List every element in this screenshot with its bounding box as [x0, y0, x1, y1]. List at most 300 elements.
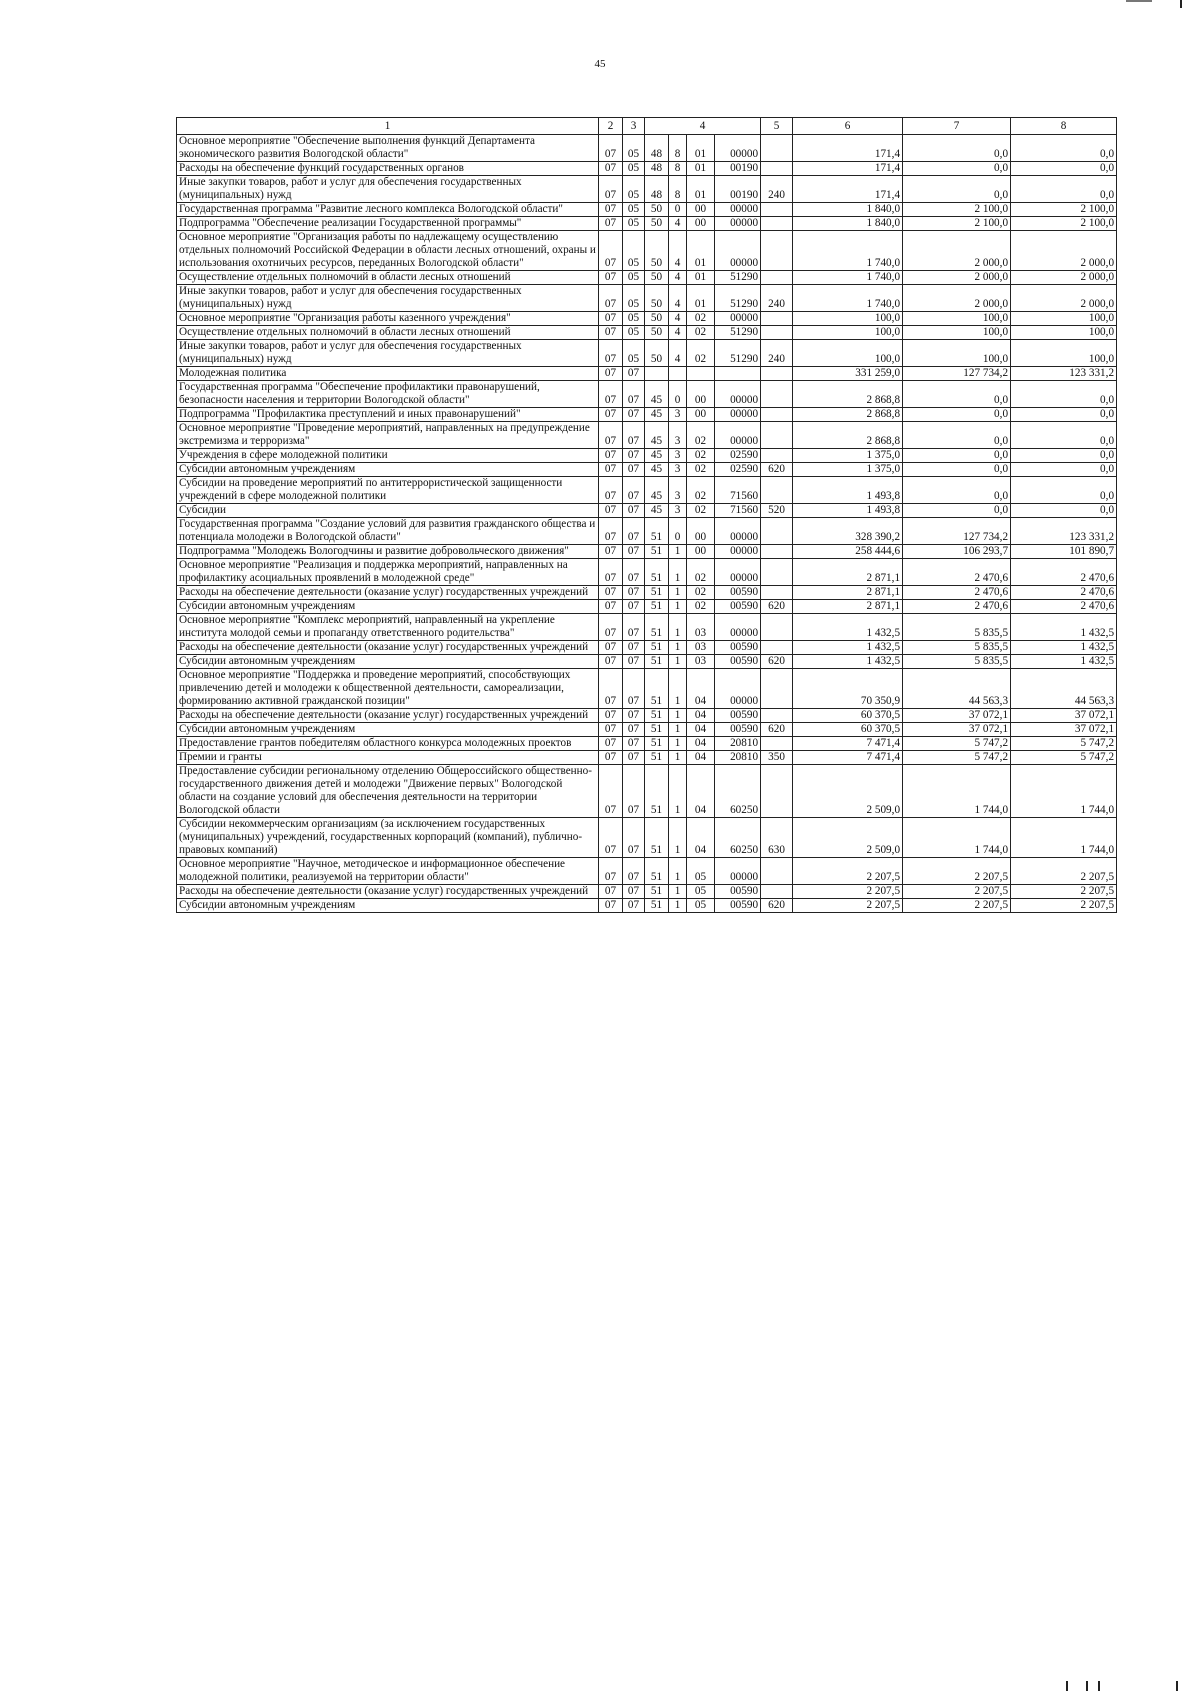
row-name-cell: Субсидии некоммерческим организациям (за исключением государственных (муниципальных) учреждений, государственных корпораций (компаний), публично-правовых компаний): [177, 818, 599, 858]
row-code-3: 07: [623, 655, 645, 669]
row-value-6: 1 840,0: [793, 217, 903, 231]
row-code-2: 07: [599, 312, 623, 326]
row-code-4d: 02590: [715, 463, 761, 477]
row-code-4a: 50: [645, 326, 669, 340]
row-name-cell: Расходы на обеспечение деятельности (оказание услуг) государственных учреждений: [177, 709, 599, 723]
row-code-4d: 00000: [715, 669, 761, 709]
row-name-cell: Учреждения в сфере молодежной политики: [177, 449, 599, 463]
row-value-7: 5 835,5: [903, 641, 1011, 655]
row-value-7: 5 835,5: [903, 614, 1011, 641]
row-code-4d: 00000: [715, 203, 761, 217]
row-code-5: [761, 367, 793, 381]
row-code-3: 07: [623, 367, 645, 381]
row-code-4a: 50: [645, 217, 669, 231]
row-code-5: [761, 518, 793, 545]
header-col-5: 5: [761, 118, 793, 135]
row-value-7: 106 293,7: [903, 545, 1011, 559]
row-name-cell: Субсидии автономным учреждениям: [177, 899, 599, 913]
row-code-5: 620: [761, 723, 793, 737]
row-code-2: 07: [599, 340, 623, 367]
row-code-4d: 51290: [715, 340, 761, 367]
row-value-8: 44 563,3: [1011, 669, 1117, 709]
header-col-3: 3: [623, 118, 645, 135]
row-code-4a: 51: [645, 751, 669, 765]
row-name-cell: Субсидии автономным учреждениям: [177, 600, 599, 614]
row-value-8: 2 000,0: [1011, 271, 1117, 285]
row-value-8: 1 432,5: [1011, 655, 1117, 669]
row-code-4b: 4: [669, 340, 687, 367]
row-value-7: 2 000,0: [903, 285, 1011, 312]
row-code-5: [761, 765, 793, 818]
row-value-7: 5 747,2: [903, 751, 1011, 765]
row-code-4d: 00590: [715, 885, 761, 899]
row-code-4b: 1: [669, 559, 687, 586]
row-code-4b: [669, 367, 687, 381]
row-code-3: 05: [623, 231, 645, 271]
row-code-4c: 04: [687, 709, 715, 723]
row-code-5: [761, 559, 793, 586]
row-code-4d: 00000: [715, 381, 761, 408]
row-code-4a: 51: [645, 885, 669, 899]
row-name-cell: Основное мероприятие "Поддержка и проведение мероприятий, способствующих привлечению детей и молодежи к общественной деятельности, самореализации, формированию активной гражданской позиции": [177, 669, 599, 709]
row-value-8: 37 072,1: [1011, 723, 1117, 737]
row-value-6: 1 432,5: [793, 641, 903, 655]
row-code-4b: 1: [669, 614, 687, 641]
row-code-4c: 00: [687, 408, 715, 422]
table-row: [177, 326, 1117, 340]
row-code-4a: [645, 367, 669, 381]
row-code-5: [761, 217, 793, 231]
table-row: [177, 312, 1117, 326]
row-code-2: 07: [599, 449, 623, 463]
row-code-5: [761, 312, 793, 326]
row-code-4a: 51: [645, 614, 669, 641]
row-code-3: 05: [623, 326, 645, 340]
scan-mark-top-dash: [1126, 0, 1152, 2]
row-code-2: 07: [599, 477, 623, 504]
row-value-8: 0,0: [1011, 449, 1117, 463]
table-row: [177, 504, 1117, 518]
row-code-2: 07: [599, 545, 623, 559]
row-value-8: 100,0: [1011, 340, 1117, 367]
row-code-4c: 02: [687, 504, 715, 518]
row-code-4d: 00590: [715, 709, 761, 723]
row-code-3: 07: [623, 818, 645, 858]
row-code-2: 07: [599, 326, 623, 340]
row-code-4c: 00: [687, 545, 715, 559]
row-value-7: 0,0: [903, 135, 1011, 162]
row-code-4a: 51: [645, 765, 669, 818]
row-code-4c: 04: [687, 765, 715, 818]
row-name-cell: Основное мероприятие "Организация работы по надлежащему осуществлению отдельных полномочий Российской Федерации в области лесных отношений, охраны и использования охотничьих ресурсов, переданных Вологодской области": [177, 231, 599, 271]
row-value-7: 0,0: [903, 408, 1011, 422]
row-code-2: 07: [599, 408, 623, 422]
row-value-6: 328 390,2: [793, 518, 903, 545]
row-value-8: 100,0: [1011, 326, 1117, 340]
row-value-8: 0,0: [1011, 422, 1117, 449]
row-code-3: 07: [623, 559, 645, 586]
row-name-cell: Государственная программа "Развитие лесного комплекса Вологодской области": [177, 203, 599, 217]
row-code-3: 05: [623, 217, 645, 231]
row-code-2: 07: [599, 176, 623, 203]
row-value-6: 1 740,0: [793, 271, 903, 285]
row-value-8: 2 470,6: [1011, 600, 1117, 614]
row-value-8: 2 000,0: [1011, 285, 1117, 312]
row-code-3: 07: [623, 641, 645, 655]
row-code-4d: 00000: [715, 217, 761, 231]
table-row: [177, 135, 1117, 162]
row-value-7: 2 207,5: [903, 858, 1011, 885]
header-col-6: 6: [793, 118, 903, 135]
row-code-4b: 1: [669, 545, 687, 559]
row-code-4d: 71560: [715, 477, 761, 504]
row-code-3: 07: [623, 477, 645, 504]
row-value-7: 127 734,2: [903, 367, 1011, 381]
row-code-4a: 51: [645, 545, 669, 559]
row-value-6: 331 259,0: [793, 367, 903, 381]
table-row: [177, 600, 1117, 614]
table-row: [177, 818, 1117, 858]
row-name-cell: Субсидии на проведение мероприятий по антитеррористической защищенности учреждений в сфере молодежной политики: [177, 477, 599, 504]
row-code-4c: 02: [687, 422, 715, 449]
row-code-2: 07: [599, 737, 623, 751]
row-code-4c: 00: [687, 518, 715, 545]
row-name-cell: Осуществление отдельных полномочий в области лесных отношений: [177, 326, 599, 340]
row-code-4a: 50: [645, 203, 669, 217]
row-code-4c: 02: [687, 449, 715, 463]
row-value-6: 171,4: [793, 135, 903, 162]
row-code-3: 07: [623, 381, 645, 408]
scan-mark-bottom-a: [1066, 1681, 1068, 1691]
row-code-2: 07: [599, 614, 623, 641]
row-code-4b: 4: [669, 312, 687, 326]
row-code-5: [761, 135, 793, 162]
row-value-7: 37 072,1: [903, 709, 1011, 723]
row-code-3: 07: [623, 449, 645, 463]
row-code-2: 07: [599, 818, 623, 858]
row-value-7: 5 835,5: [903, 655, 1011, 669]
row-code-2: 07: [599, 135, 623, 162]
row-value-7: 0,0: [903, 477, 1011, 504]
row-code-5: [761, 709, 793, 723]
row-code-2: 07: [599, 422, 623, 449]
row-code-4c: [687, 367, 715, 381]
row-value-6: 2 871,1: [793, 559, 903, 586]
row-value-7: 0,0: [903, 463, 1011, 477]
row-code-5: 620: [761, 899, 793, 913]
row-value-6: 1 493,8: [793, 504, 903, 518]
table-row: [177, 641, 1117, 655]
row-code-4c: 02: [687, 600, 715, 614]
row-code-4a: 51: [645, 518, 669, 545]
row-code-2: 07: [599, 765, 623, 818]
row-code-4a: 45: [645, 504, 669, 518]
row-code-4b: 1: [669, 858, 687, 885]
row-code-4a: 51: [645, 723, 669, 737]
row-code-4d: 00000: [715, 545, 761, 559]
row-code-2: 07: [599, 885, 623, 899]
row-value-8: 37 072,1: [1011, 709, 1117, 723]
row-code-4c: 03: [687, 641, 715, 655]
row-value-8: 0,0: [1011, 504, 1117, 518]
row-code-4d: 00590: [715, 641, 761, 655]
row-code-4a: 51: [645, 641, 669, 655]
table-row: [177, 408, 1117, 422]
table-row: [177, 203, 1117, 217]
table-row: [177, 751, 1117, 765]
row-code-4c: 05: [687, 858, 715, 885]
row-code-4b: 1: [669, 818, 687, 858]
row-code-5: 240: [761, 340, 793, 367]
row-code-4d: 71560: [715, 504, 761, 518]
row-code-2: 07: [599, 586, 623, 600]
row-code-4a: 45: [645, 422, 669, 449]
row-code-2: 07: [599, 367, 623, 381]
row-value-7: 1 744,0: [903, 818, 1011, 858]
row-code-4a: 50: [645, 231, 669, 271]
row-code-3: 07: [623, 600, 645, 614]
row-code-4a: 48: [645, 135, 669, 162]
row-code-4b: 1: [669, 655, 687, 669]
row-code-3: 07: [623, 504, 645, 518]
row-code-4a: 51: [645, 899, 669, 913]
row-code-3: 07: [623, 408, 645, 422]
row-code-4c: 01: [687, 135, 715, 162]
row-value-7: 127 734,2: [903, 518, 1011, 545]
row-code-2: 07: [599, 655, 623, 669]
row-code-4a: 51: [645, 858, 669, 885]
row-value-6: 2 207,5: [793, 885, 903, 899]
row-value-8: 0,0: [1011, 381, 1117, 408]
row-value-6: 171,4: [793, 176, 903, 203]
row-name-cell: Подпрограмма "Профилактика преступлений и иных правонарушений": [177, 408, 599, 422]
row-code-2: 07: [599, 381, 623, 408]
row-code-4d: 00190: [715, 162, 761, 176]
row-value-8: 0,0: [1011, 135, 1117, 162]
row-value-7: 2 000,0: [903, 271, 1011, 285]
row-value-8: 123 331,2: [1011, 367, 1117, 381]
row-name-cell: Основное мероприятие "Комплекс мероприятий, направленный на укрепление института молодой семьи и пропаганду ответственного родительства": [177, 614, 599, 641]
row-value-6: 7 471,4: [793, 751, 903, 765]
row-value-7: 0,0: [903, 504, 1011, 518]
row-value-8: 1 744,0: [1011, 818, 1117, 858]
row-value-6: 2 871,1: [793, 586, 903, 600]
row-value-6: 60 370,5: [793, 709, 903, 723]
row-name-cell: Иные закупки товаров, работ и услуг для обеспечения государственных (муниципальных) нужд: [177, 340, 599, 367]
row-code-4b: 1: [669, 899, 687, 913]
row-code-4a: 45: [645, 381, 669, 408]
row-code-4d: 00190: [715, 176, 761, 203]
row-value-7: 5 747,2: [903, 737, 1011, 751]
header-col-2: 2: [599, 118, 623, 135]
table-row: [177, 858, 1117, 885]
row-code-5: [761, 885, 793, 899]
row-code-4b: 0: [669, 381, 687, 408]
row-code-4d: 00000: [715, 559, 761, 586]
row-code-5: [761, 858, 793, 885]
header-col-1: 1: [177, 118, 599, 135]
row-name-cell: Подпрограмма "Молодежь Вологодчины и развитие добровольческого движения": [177, 545, 599, 559]
row-code-5: 620: [761, 463, 793, 477]
row-code-3: 05: [623, 162, 645, 176]
row-code-4b: 1: [669, 723, 687, 737]
row-code-2: 07: [599, 285, 623, 312]
row-value-7: 2 470,6: [903, 600, 1011, 614]
row-value-8: 1 432,5: [1011, 614, 1117, 641]
row-value-8: 5 747,2: [1011, 751, 1117, 765]
row-code-4c: 02: [687, 586, 715, 600]
row-value-7: 100,0: [903, 340, 1011, 367]
row-code-5: [761, 408, 793, 422]
row-code-4c: 02: [687, 326, 715, 340]
row-code-4c: 04: [687, 751, 715, 765]
row-value-6: 100,0: [793, 312, 903, 326]
row-code-4c: 01: [687, 285, 715, 312]
row-code-4d: 00590: [715, 600, 761, 614]
row-value-6: 100,0: [793, 340, 903, 367]
row-code-2: 07: [599, 463, 623, 477]
row-code-2: 07: [599, 858, 623, 885]
row-name-cell: Предоставление грантов победителям областного конкурса молодежных проектов: [177, 737, 599, 751]
row-code-3: 05: [623, 285, 645, 312]
row-value-6: 171,4: [793, 162, 903, 176]
row-code-5: [761, 231, 793, 271]
row-value-7: 2 100,0: [903, 217, 1011, 231]
table-row: [177, 381, 1117, 408]
table-row: [177, 586, 1117, 600]
table-row: [177, 340, 1117, 367]
row-code-5: [761, 641, 793, 655]
row-name-cell: Расходы на обеспечение деятельности (оказание услуг) государственных учреждений: [177, 641, 599, 655]
row-code-4b: 8: [669, 162, 687, 176]
row-code-4c: 05: [687, 899, 715, 913]
row-code-5: [761, 614, 793, 641]
row-value-8: 1 744,0: [1011, 765, 1117, 818]
row-code-4a: 50: [645, 340, 669, 367]
table-row: [177, 655, 1117, 669]
row-code-4b: 3: [669, 449, 687, 463]
row-code-4b: 4: [669, 217, 687, 231]
row-value-6: 60 370,5: [793, 723, 903, 737]
table-row: [177, 285, 1117, 312]
row-value-7: 0,0: [903, 381, 1011, 408]
row-code-5: [761, 449, 793, 463]
row-value-6: 2 509,0: [793, 818, 903, 858]
header-row: [177, 118, 1117, 135]
row-code-2: 07: [599, 899, 623, 913]
row-code-3: 07: [623, 885, 645, 899]
row-code-4b: 3: [669, 504, 687, 518]
row-name-cell: Государственная программа "Обеспечение профилактики правонарушений, безопасности населения и территории Вологодской области": [177, 381, 599, 408]
row-code-3: 05: [623, 135, 645, 162]
row-code-4d: 20810: [715, 751, 761, 765]
row-value-6: 258 444,6: [793, 545, 903, 559]
row-name-cell: Основное мероприятие "Обеспечение выполнения функций Департамента экономического развития Вологодской области": [177, 135, 599, 162]
row-code-4b: 1: [669, 751, 687, 765]
row-name-cell: Расходы на обеспечение деятельности (оказание услуг) государственных учреждений: [177, 586, 599, 600]
row-value-6: 1 740,0: [793, 231, 903, 271]
table-row: [177, 709, 1117, 723]
scan-mark-bottom-c: [1176, 1681, 1178, 1691]
row-code-4b: 3: [669, 422, 687, 449]
row-code-4b: 4: [669, 231, 687, 271]
row-code-4c: 00: [687, 217, 715, 231]
row-code-4c: 03: [687, 655, 715, 669]
row-code-4c: 02: [687, 340, 715, 367]
row-value-6: 1 432,5: [793, 655, 903, 669]
table-row: [177, 559, 1117, 586]
row-name-cell: Субсидии: [177, 504, 599, 518]
row-code-4b: 1: [669, 669, 687, 709]
row-value-7: 0,0: [903, 422, 1011, 449]
row-code-2: 07: [599, 709, 623, 723]
row-code-3: 05: [623, 271, 645, 285]
table-row: [177, 231, 1117, 271]
row-code-4b: 4: [669, 271, 687, 285]
row-value-7: 2 207,5: [903, 885, 1011, 899]
table-row: [177, 422, 1117, 449]
row-code-5: 620: [761, 655, 793, 669]
row-code-3: 07: [623, 669, 645, 709]
row-code-5: [761, 422, 793, 449]
row-code-4c: 00: [687, 381, 715, 408]
row-code-4b: 1: [669, 885, 687, 899]
row-code-3: 07: [623, 422, 645, 449]
row-code-4b: 1: [669, 600, 687, 614]
table-row: [177, 737, 1117, 751]
row-value-8: 2 100,0: [1011, 217, 1117, 231]
table-row: [177, 885, 1117, 899]
row-code-5: 630: [761, 818, 793, 858]
table-row: [177, 463, 1117, 477]
row-name-cell: Субсидии автономным учреждениям: [177, 463, 599, 477]
row-name-cell: Молодежная политика: [177, 367, 599, 381]
row-code-3: 07: [623, 709, 645, 723]
row-code-4d: 00000: [715, 408, 761, 422]
row-code-5: [761, 271, 793, 285]
row-code-5: 350: [761, 751, 793, 765]
row-value-6: 2 868,8: [793, 408, 903, 422]
row-code-4d: 51290: [715, 271, 761, 285]
row-code-4a: 51: [645, 737, 669, 751]
row-name-cell: Иные закупки товаров, работ и услуг для обеспечения государственных (муниципальных) нужд: [177, 285, 599, 312]
row-value-7: 2 100,0: [903, 203, 1011, 217]
row-name-cell: Основное мероприятие "Реализация и поддержка мероприятий, направленных на профилактику асоциальных проявлений в молодежной среде": [177, 559, 599, 586]
row-value-6: 1 375,0: [793, 463, 903, 477]
row-code-4d: 00000: [715, 614, 761, 641]
row-value-8: 0,0: [1011, 162, 1117, 176]
row-value-6: 1 740,0: [793, 285, 903, 312]
budget-table: [176, 117, 1117, 913]
row-code-2: 07: [599, 217, 623, 231]
row-code-4a: 51: [645, 669, 669, 709]
page-number: 45: [594, 58, 606, 70]
row-code-4a: 45: [645, 449, 669, 463]
row-code-3: 05: [623, 340, 645, 367]
row-code-4b: 1: [669, 709, 687, 723]
row-code-3: 05: [623, 312, 645, 326]
row-code-3: 07: [623, 858, 645, 885]
row-code-4a: 51: [645, 709, 669, 723]
row-code-4c: 04: [687, 723, 715, 737]
table-row: [177, 614, 1117, 641]
row-code-4b: 1: [669, 765, 687, 818]
row-code-5: 520: [761, 504, 793, 518]
row-code-4b: 4: [669, 285, 687, 312]
row-code-4d: 20810: [715, 737, 761, 751]
row-value-6: 2 509,0: [793, 765, 903, 818]
row-code-4a: 51: [645, 818, 669, 858]
